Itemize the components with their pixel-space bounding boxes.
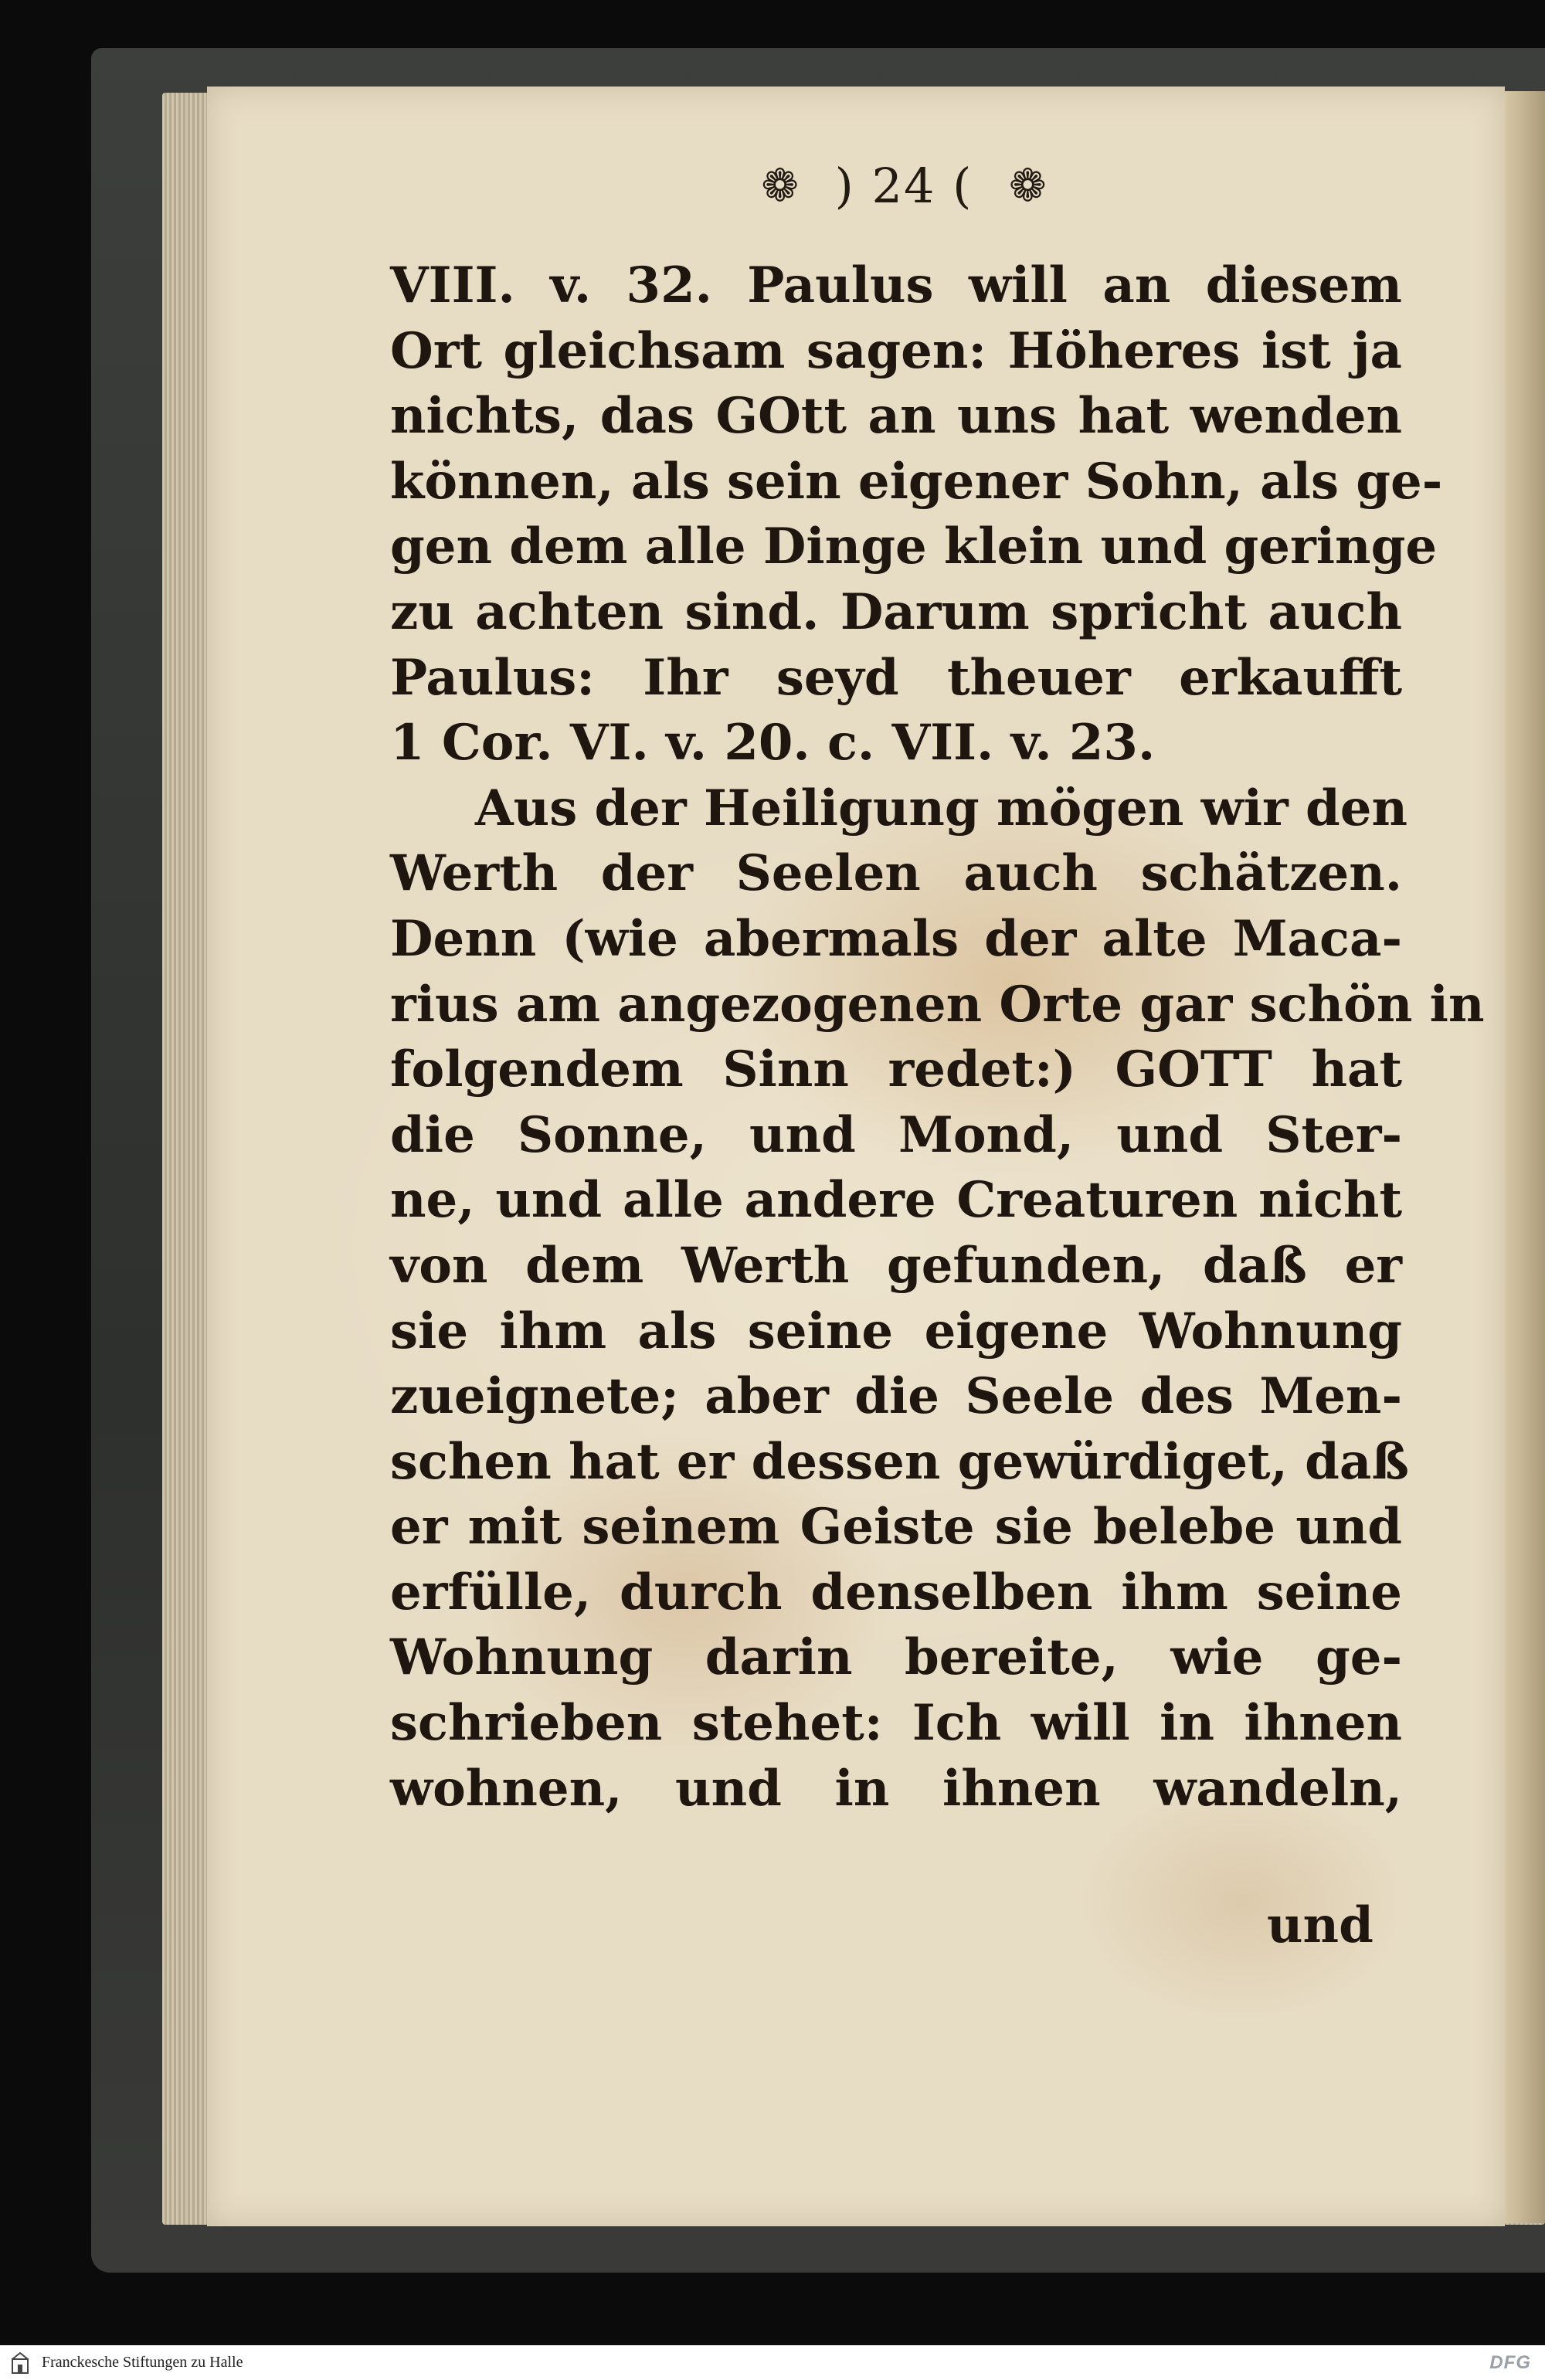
body-text: [390, 253, 1485, 1821]
text-line: Ort gleichsam sagen: Höheres ist ja: [390, 321, 1402, 380]
right-ornament-icon: ❁: [1009, 159, 1047, 212]
text-line: wohnen, und in ihnen wandeln,: [390, 1759, 1402, 1818]
crest-icon: [6, 2351, 34, 2375]
text-line: zueignete; aber die Seele des Men-: [390, 1367, 1402, 1426]
text-line: Werth der Seelen auch schätzen.: [390, 844, 1402, 903]
text-line: Paulus: Ihr seyd theuer erkaufft: [390, 648, 1402, 707]
page-header: [672, 151, 1136, 220]
text-line: folgendem Sinn redet:) GOTT hat: [390, 1041, 1402, 1099]
text-line: die Sonne, und Mond, und Ster-: [390, 1105, 1402, 1164]
funder-logo: DFG: [1489, 2351, 1531, 2373]
text-line: erfülle, durch denselben ihm seine: [390, 1563, 1402, 1621]
text-line: nichts, das GOtt an uns hat wenden: [390, 387, 1402, 446]
text-line: Denn (wie abermals der alte Maca-: [390, 909, 1402, 968]
institution-name: Franckesche Stiftungen zu Halle: [42, 2354, 243, 2371]
text-line: sie ihm als seine eigene Wohnung: [390, 1302, 1402, 1360]
text-line: ne, und alle andere Creaturen nicht: [390, 1171, 1402, 1230]
text-line: rius am angezogenen Orte gar schön in: [390, 975, 1485, 1034]
catchword: und: [1267, 1896, 1374, 1954]
text-line: gen dem alle Dinge klein und geringe: [390, 518, 1438, 576]
page-number: ) 24 (: [834, 157, 973, 214]
text-line: er mit seinem Geiste sie belebe und: [390, 1498, 1402, 1557]
text-line: Wohnung darin bereite, wie ge-: [390, 1628, 1402, 1687]
text-line: können, als sein eigener Sohn, als ge-: [390, 452, 1443, 511]
text-line: Aus der Heiligung mögen wir den: [475, 779, 1408, 837]
text-line: schen hat er dessen gewürdiget, daß: [390, 1432, 1409, 1491]
text-line: von dem Werth gefunden, daß er: [390, 1236, 1402, 1295]
footer-bar: [0, 2345, 1545, 2380]
institution-credit: [0, 2351, 243, 2375]
text-line: zu achten sind. Darum spricht auch: [390, 582, 1402, 641]
text-line: schrieben stehet: Ich will in ihnen: [390, 1694, 1402, 1753]
text-line: 1 Cor. VI. v. 20. c. VII. v. 23.: [390, 714, 1156, 772]
text-line: VIII. v. 32. Paulus will an diesem: [390, 256, 1402, 314]
facing-page-edge: [1505, 91, 1545, 2223]
left-ornament-icon: ❁: [761, 159, 799, 212]
